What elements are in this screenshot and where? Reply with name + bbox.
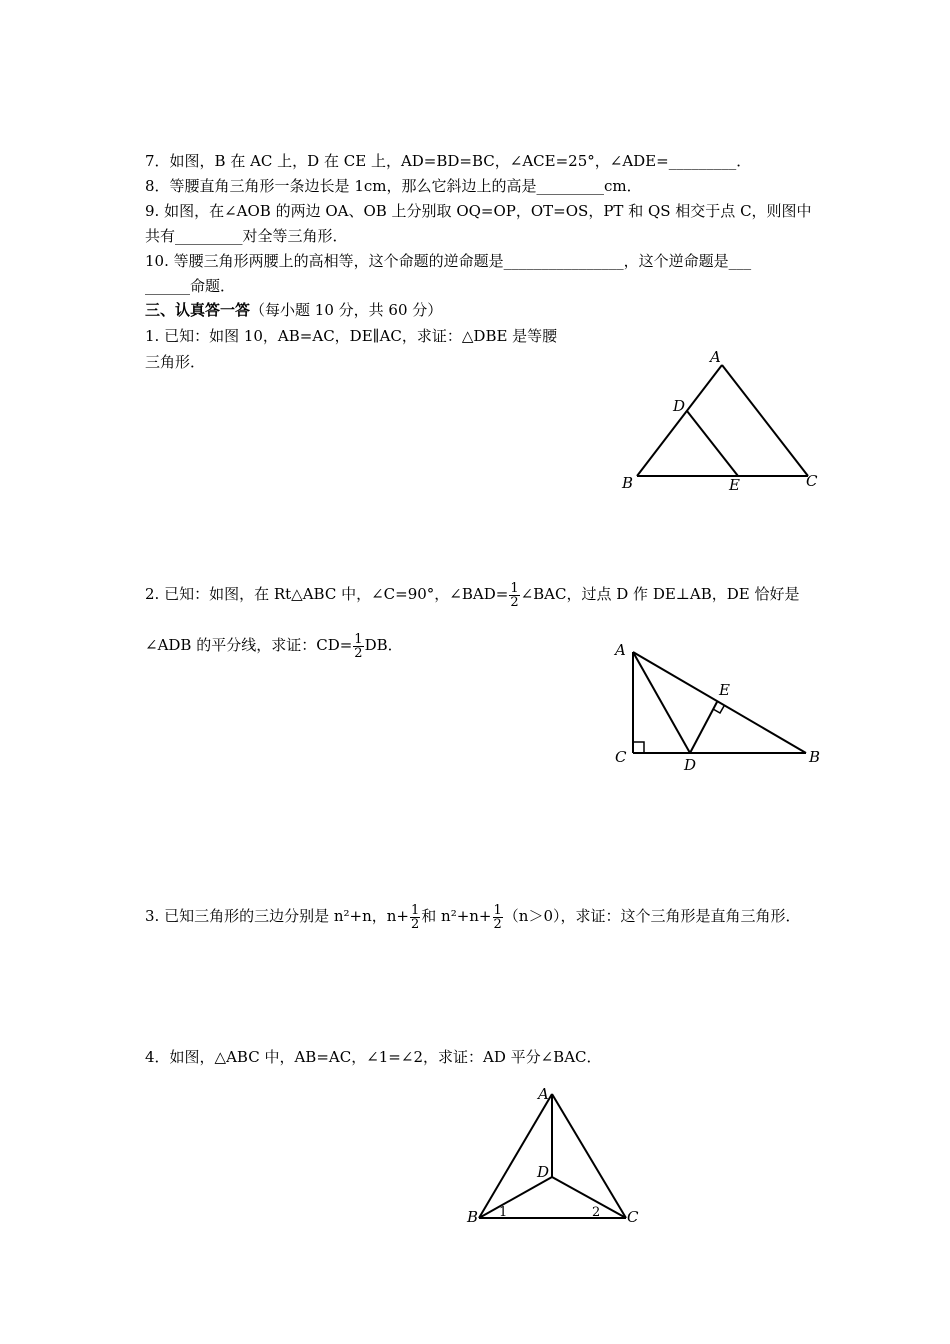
label-a: A	[538, 1085, 549, 1103]
question-9-line2: 共有_________对全等三角形．	[145, 227, 348, 245]
problem-3-text-a: 3. 已知三角形的三边分别是 n²+n，n+	[145, 907, 409, 925]
label-b: B	[809, 748, 821, 766]
label-c: C	[615, 748, 627, 766]
label-1: 1	[499, 1205, 508, 1220]
problem-4: 4．如图，△ABC 中，AB=AC，∠1=∠2，求证：AD 平分∠BAC．	[145, 1048, 602, 1066]
problem-2-text-a: 2. 已知：如图，在 Rt△ABC 中，∠C=90°，∠BAD=	[145, 585, 509, 603]
segment-ab	[479, 1094, 552, 1218]
problem-3	[145, 896, 801, 936]
label-d: D	[684, 756, 697, 774]
question-7: 7．如图，B 在 AC 上，D 在 CE 上，AD=BD=BC，∠ACE=25°，∠ADE=_________．	[145, 152, 752, 170]
problem-3-text-b: 和 n²+n+	[421, 907, 492, 925]
section-note: （每小题 10 分，共 60 分）	[250, 301, 443, 319]
fraction-half: $\frac{1}{2}$	[510, 580, 519, 610]
section-heading	[145, 299, 442, 321]
problem-4-figure	[465, 1085, 645, 1230]
question-8: 8．等腰直角三角形一条边长是 1cm，那么它斜边上的高是_________cm．	[145, 177, 642, 195]
problem-2-text-c: ∠ADB 的平分线，求证：CD=	[145, 636, 353, 654]
problem-1-line2: 三角形．	[145, 353, 206, 371]
label-c: C	[806, 472, 818, 490]
question-10-line2: ______命题．	[145, 277, 236, 295]
label-c: C	[627, 1208, 639, 1226]
segment-de	[687, 411, 738, 476]
problem-2-line1	[145, 574, 800, 614]
fraction-half: $\frac{1}{2}$	[354, 631, 363, 661]
segment-ab	[637, 365, 722, 476]
label-e: E	[729, 476, 740, 494]
segment-ad	[633, 652, 690, 753]
fraction-half: $\frac{1}{2}$	[493, 902, 502, 932]
problem-2-text-b: ∠BAC，过点 D 作 DE⊥AB，DE 恰好是	[520, 585, 800, 603]
label-2: 2	[592, 1205, 601, 1220]
fraction-half: $\frac{1}{2}$	[410, 902, 420, 932]
section-title: 三、认真答一答	[145, 301, 251, 319]
problem-3-text-c: （n＞0），求证：这个三角形是直角三角形．	[503, 907, 801, 925]
label-a: A	[615, 641, 626, 659]
question-9-line1: 9. 如图，在∠AOB 的两边 OA、OB 上分别取 OQ=OP，OT=OS，PT 和 QS 相交于点 C，则图中	[145, 202, 812, 220]
label-b: B	[467, 1208, 479, 1226]
right-angle-c	[633, 742, 644, 753]
label-e: E	[719, 681, 730, 699]
problem-2-line2	[145, 625, 403, 665]
problem-2-text-d: DB．	[364, 636, 403, 654]
question-10-line1: 10. 等腰三角形两腰上的高相等，这个命题的逆命题是________________，这个逆命题是___	[145, 252, 752, 270]
problem-1-line1: 1. 已知：如图 10，AB=AC，DE∥AC，求证：△DBE 是等腰	[145, 327, 558, 345]
label-a: A	[710, 348, 721, 366]
segment-ac	[722, 365, 808, 476]
label-b: B	[622, 474, 634, 492]
problem-2-figure	[610, 640, 830, 775]
label-d: D	[537, 1163, 550, 1181]
segment-ab	[633, 652, 806, 753]
label-d: D	[673, 397, 686, 415]
problem-1-figure	[610, 345, 830, 495]
segment-ac	[552, 1094, 626, 1218]
